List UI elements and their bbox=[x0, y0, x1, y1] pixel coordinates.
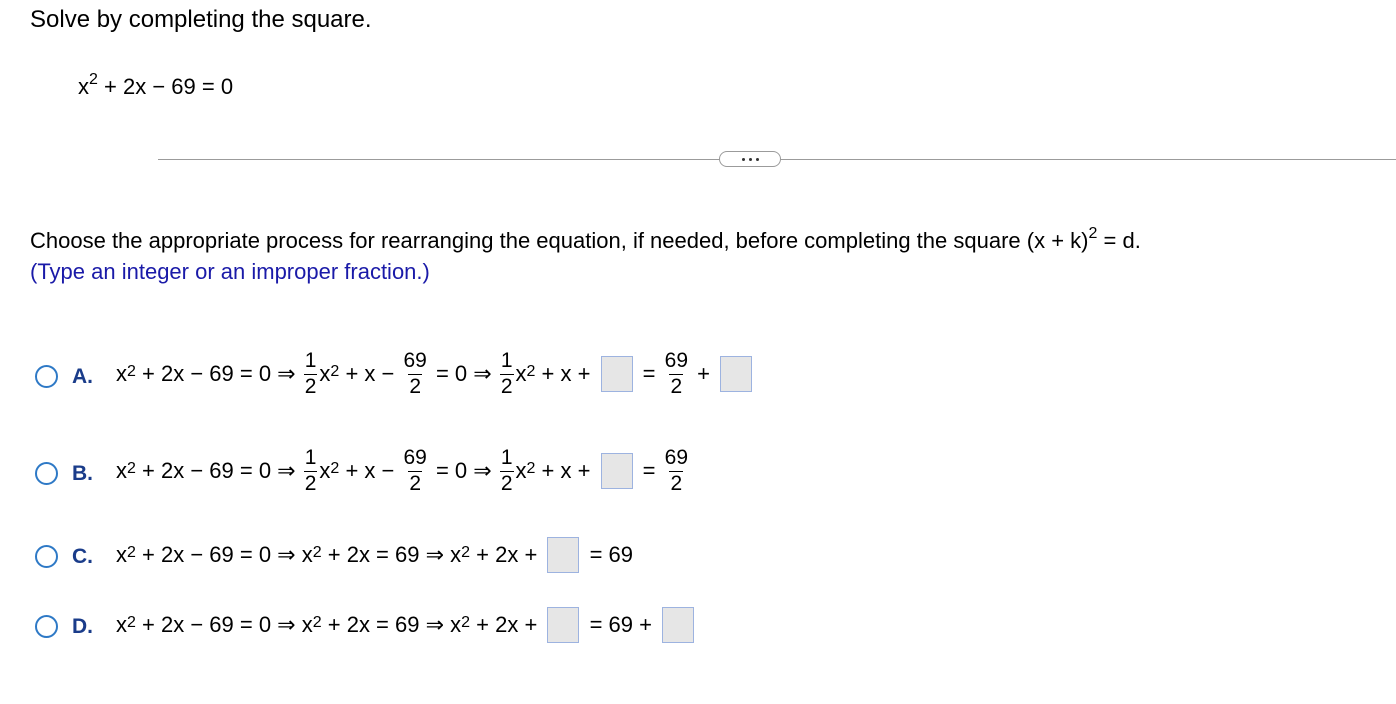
equation-rest: + 2x − 69 = 0 bbox=[97, 74, 234, 99]
answer-input-box[interactable] bbox=[547, 537, 579, 573]
problem-title: Solve by completing the square. bbox=[30, 6, 372, 33]
answer-input-box[interactable] bbox=[547, 607, 579, 643]
more-dot-icon bbox=[756, 158, 759, 161]
option-d-radio[interactable] bbox=[35, 615, 58, 638]
more-dot-icon bbox=[742, 158, 745, 161]
equation-exponent: 2 bbox=[89, 70, 98, 88]
fraction: $\frac{1}{2}$ bbox=[304, 349, 317, 398]
answer-input-box[interactable] bbox=[601, 356, 633, 392]
fraction: $\frac{69}{2}$ bbox=[664, 446, 688, 495]
equation-variable: x bbox=[78, 74, 89, 99]
more-dot-icon bbox=[749, 158, 752, 161]
fraction: $\frac{1}{2}$ bbox=[500, 446, 513, 495]
option-b-radio[interactable] bbox=[35, 462, 58, 485]
prompt-text: Choose the appropriate process for rearranging the equation, if needed, before completing the square (x + k) bbox=[30, 228, 1089, 253]
fraction: $\frac{69}{2}$ bbox=[403, 446, 427, 495]
more-options-button[interactable] bbox=[719, 151, 781, 167]
option-c-letter: C. bbox=[72, 545, 93, 568]
option-d-letter: D. bbox=[72, 615, 93, 638]
fraction: $\frac{69}{2}$ bbox=[403, 349, 427, 398]
answer-input-box[interactable] bbox=[720, 356, 752, 392]
answer-hint: (Type an integer or an improper fraction.) bbox=[30, 259, 430, 284]
option-a-letter: A. bbox=[72, 365, 93, 388]
option-d-expression: x $^2$ + 2x − 69 = 0 ⇒ x $^2$ + 2x = 69 ⇒ x $^2$ + 2x + = 69 + bbox=[116, 603, 698, 647]
option-c-radio[interactable] bbox=[35, 545, 58, 568]
answer-input-box[interactable] bbox=[662, 607, 694, 643]
fraction: $\frac{1}{2}$ bbox=[500, 349, 513, 398]
prompt-tail: = d. bbox=[1097, 228, 1141, 253]
option-a-expression: x $^2$ + 2x − 69 = 0 ⇒ $\frac{1}{2}$ x $^2$ + x − $\frac{69}{2}$ = 0 ⇒ $\frac{1}{2}$ x $^2$ + x + = $\frac{69}{2}$ + bbox=[116, 336, 756, 412]
fraction: $\frac{69}{2}$ bbox=[664, 349, 688, 398]
option-c-expression: x $^2$ + 2x − 69 = 0 ⇒ x $^2$ + 2x = 69 ⇒ x $^2$ + 2x + = 69 bbox=[116, 533, 633, 577]
fraction: $\frac{1}{2}$ bbox=[304, 446, 317, 495]
option-b-expression: x $^2$ + 2x − 69 = 0 ⇒ $\frac{1}{2}$ x $^2$ + x − $\frac{69}{2}$ = 0 ⇒ $\frac{1}{2}$ x $^2$ + x + = $\frac{69}{2}$ bbox=[116, 446, 688, 495]
answer-input-box[interactable] bbox=[601, 453, 633, 489]
given-equation bbox=[78, 70, 234, 100]
option-b-letter: B. bbox=[72, 462, 93, 485]
option-a-radio[interactable] bbox=[35, 365, 58, 388]
question-prompt bbox=[30, 224, 1141, 254]
prompt-exponent: 2 bbox=[1088, 224, 1098, 242]
